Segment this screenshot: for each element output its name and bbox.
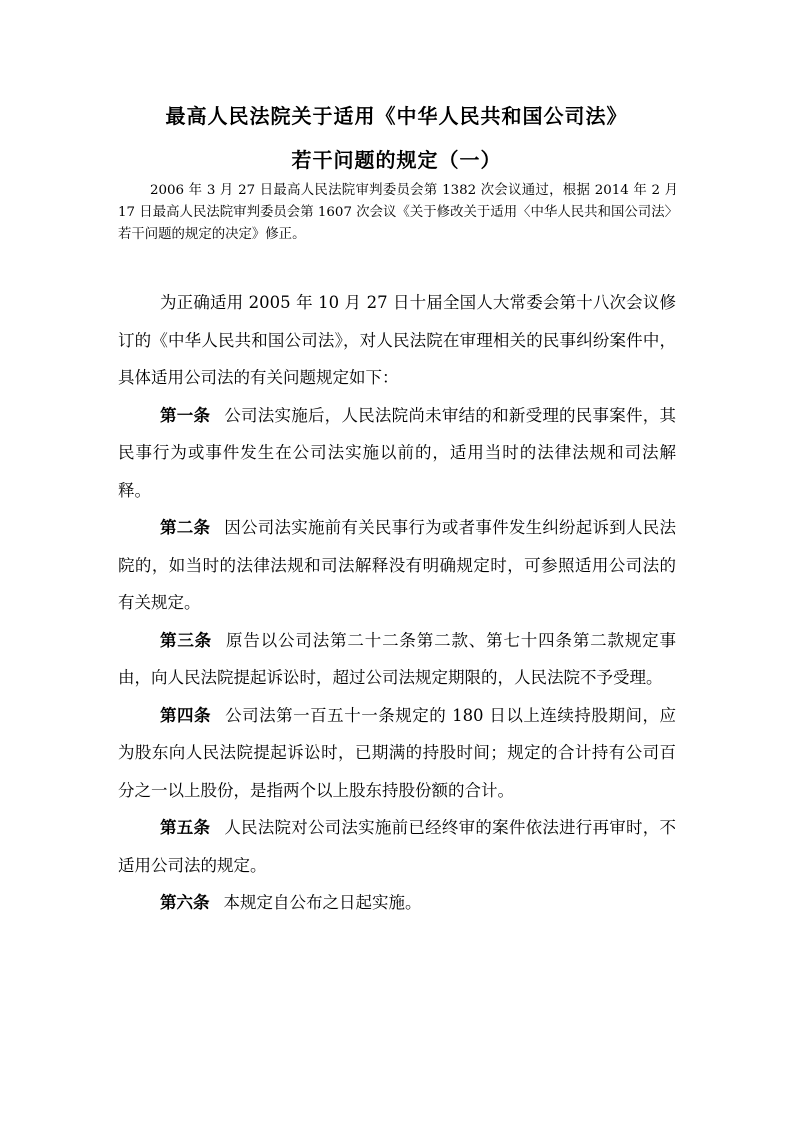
document-title-line1: 最高人民法院关于适用《中华人民共和国公司法》 <box>165 104 628 128</box>
article-label: 第二条 <box>160 518 211 537</box>
article-text: 原告以公司法第二十二条第二款、第七十四条第二款规定事由，向人民法院提起诉讼时，超过公司法规定期限的，人民法院不予受理。 <box>118 630 677 687</box>
article-text: 本规定自公布之日起实施。 <box>223 893 422 912</box>
article-label: 第六条 <box>160 893 210 912</box>
article-label: 第一条 <box>160 405 211 425</box>
article-label: 第五条 <box>160 818 211 837</box>
article-4 <box>118 697 676 810</box>
document-title-line2: 若干问题的规定（一） <box>291 148 502 172</box>
preamble-paragraph: 为正确适用 2005 年 10 月 27 日十届全国人大常委会第十八次会议修订的《中华人民共和国公司法》，对人民法院在审理相关的民事纠纷案件中，具体适用公司法的有关问题规定如下： <box>118 293 676 387</box>
article-text: 因公司法实施前有关民事行为或者事件发生纠纷起诉到人民法院的，如当时的法律法规和司法解释没有明确规定时，可参照适用公司法的有关规定。 <box>118 518 677 612</box>
article-5 <box>118 809 676 884</box>
article-3 <box>118 622 676 697</box>
article-label: 第四条 <box>160 705 212 725</box>
article-text: 公司法实施后，人民法院尚未审结的和新受理的民事案件，其民事行为或事件发生在公司法实施以前的，适用当时的法律法规和司法解释。 <box>118 405 677 500</box>
article-label: 第三条 <box>160 630 213 650</box>
article-6 <box>118 884 676 922</box>
adoption-note: 2006 年 3 月 27 日最高人民法院审判委员会第 1382 次会议通过，根据 2014 年 2 月 17 日最高人民法院审判委员会第 1607 次会议《关于修改关于适用〈中华人民共和国公司法〉若干问题的规定的决定》修正。 <box>118 183 678 242</box>
article-2 <box>118 509 676 622</box>
article-text: 人民法院对公司法实施前已经终审的案件依法进行再审时，不适用公司法的规定。 <box>118 818 677 875</box>
article-1 <box>118 397 676 510</box>
article-text: 公司法第一百五十一条规定的 180 日以上连续持股期间，应为股东向人民法院提起诉讼时，已期满的持股时间；规定的合计持有公司百分之一以上股份，是指两个以上股东持股份额的合计。 <box>118 705 677 800</box>
document-body <box>118 284 676 922</box>
